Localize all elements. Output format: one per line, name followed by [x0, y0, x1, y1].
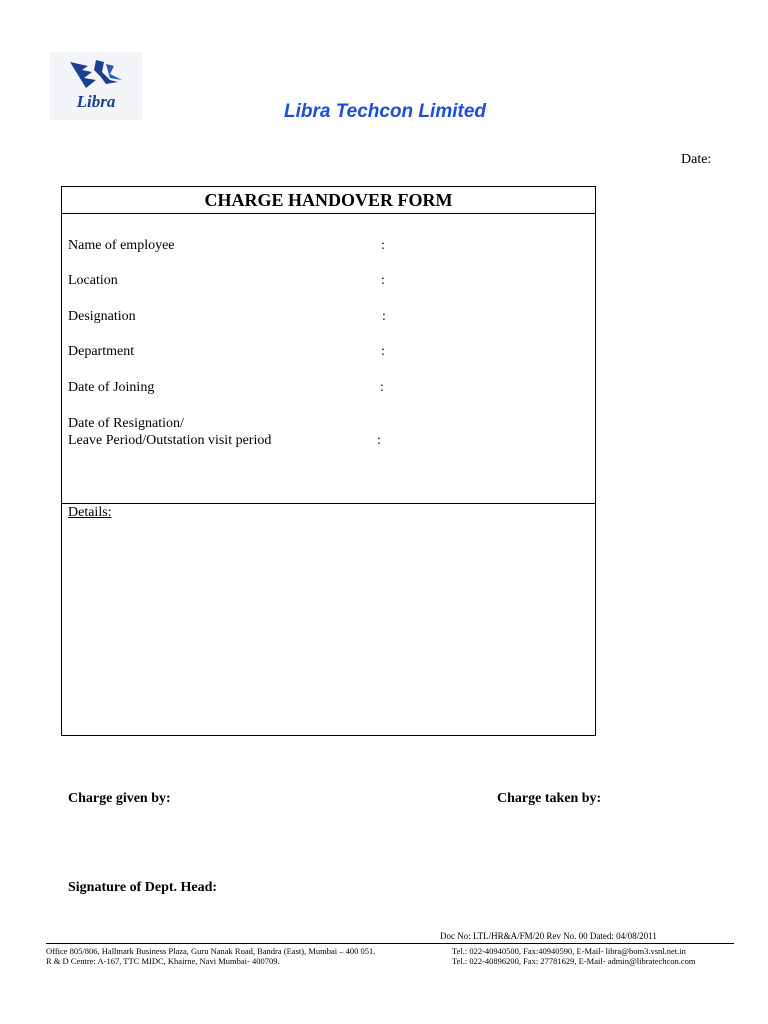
field-label-name: Name of employee [68, 238, 175, 253]
date-label: Date: [681, 152, 712, 167]
form-title: CHARGE HANDOVER FORM [62, 187, 595, 214]
details-divider [62, 503, 595, 504]
charge-taken-by-label: Charge taken by: [497, 791, 602, 806]
charge-given-by-label: Charge given by: [68, 791, 171, 806]
company-logo [50, 52, 142, 120]
field-label-date-of-resignation: Date of Resignation/ [68, 416, 184, 431]
details-label: Details: [68, 505, 112, 520]
doc-number: Doc No: LTL/HR&A/FM/20 Rev No. 00 Dated: 04/08/2011 [440, 931, 657, 941]
footer-rnd-address: R & D Centre: A-167, TTC MIDC, Khairne, Navi Mumbai- 400709. [46, 956, 280, 966]
field-colon-department: : [381, 344, 385, 359]
company-name: Libra Techcon Limited [284, 101, 486, 122]
field-colon-name: : [381, 238, 385, 253]
field-label-leave-period: Leave Period/Outstation visit period [68, 433, 272, 448]
footer-contact-rnd: Tel.: 022-40896200, Fax: 27781629, E-Mail- admin@libratechcon.com [452, 956, 696, 966]
field-colon-resignation: : [377, 433, 381, 448]
field-label-location: Location [68, 273, 118, 288]
footer-office-address: Office 805/806, Hallmark Business Plaza, Guru Nanak Road, Bandra (East), Mumbai – 400 051. [46, 946, 376, 956]
handover-form [61, 186, 596, 736]
field-label-department: Department [68, 344, 135, 359]
field-colon-date-of-joining: : [380, 380, 384, 395]
field-label-designation: Designation [68, 309, 136, 324]
field-colon-location: : [381, 273, 385, 288]
dept-head-signature-label: Signature of Dept. Head: [68, 880, 218, 895]
field-label-date-of-joining: Date of Joining [68, 380, 155, 395]
libra-bird-icon [66, 58, 126, 92]
footer-contact-office: Tel.: 022-40940500, Fax:40940590, E-Mail- libra@bom3.vsnl.net.in [452, 946, 686, 956]
field-colon-designation: : [382, 309, 386, 324]
logo-text: Libra [76, 92, 116, 111]
footer-divider [46, 943, 734, 944]
